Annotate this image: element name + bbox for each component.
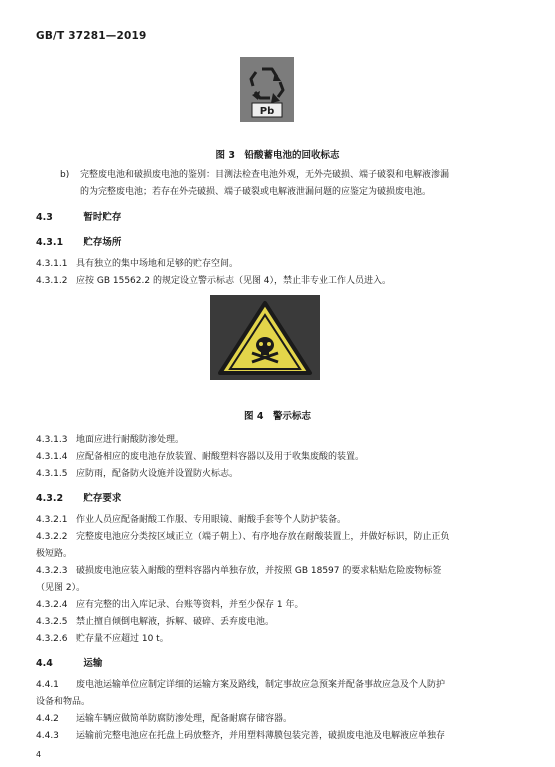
item-text: 应防雨，配备防火设施并设置防火标志。 [76, 469, 239, 479]
section-4-4-title: 运输 [83, 658, 103, 669]
item-4-3-2-2-cont [36, 546, 522, 563]
item-text: （见图 2）。 [36, 583, 86, 593]
item-text: 运输车辆应做简单防腐防渗处理，配备耐腐存储容器。 [76, 714, 293, 724]
figure4-caption: 图 4 警示标志 [244, 411, 311, 422]
item-4-3-1-5 [36, 466, 522, 483]
page-number: 4 [36, 750, 42, 759]
section-4-4-num: 4.4 [36, 658, 53, 669]
item-text: 应配备相应的废电池存放装置、耐酸塑料容器以及用于收集废酸的装置。 [76, 452, 365, 462]
item-4-3-2-3-cont [36, 580, 522, 597]
para-b-marker: b) [60, 170, 70, 180]
item-4-3-1-1 [36, 256, 522, 273]
item-num: 4.3.2.4 [36, 600, 68, 610]
item-text: 运输前完整电池应在托盘上码放整齐，并用塑料薄膜包装完善，破损废电池及电解液应单独存 [76, 731, 446, 741]
para-b-line1: 完整废电池和破损废电池的鉴别：目测法检查电池外观，无外壳破损、端子破裂和电解液渗漏 [80, 170, 450, 180]
standard-code: GB/T 37281—2019 [36, 30, 147, 42]
section-4-3-num: 4.3 [36, 212, 53, 223]
item-text: 完整废电池应分类按区域正立（端子朝上）、有序地存放在耐酸装置上，并做好标识，防止正负 [76, 532, 450, 542]
para-b-line2: 的为完整废电池；若存在外壳破损、端子破裂或电解液泄漏问题的应鉴定为破损废电池。 [80, 187, 432, 197]
item-text: 废电池运输单位应制定详细的运输方案及路线，制定事故应急预案并配备事故应急及个人防护 [76, 680, 446, 690]
section-4-3-2-title: 贮存要求 [83, 493, 122, 504]
item-4-4-1-cont [36, 694, 522, 711]
item-4-4-3 [36, 728, 522, 745]
item-num: 4.4.1 [36, 680, 59, 690]
pb-label: Pb [259, 106, 275, 117]
section-4-3-1-num: 4.3.1 [36, 237, 64, 248]
item-4-3-1-2 [36, 273, 522, 290]
item-text: 应按 GB 15562.2 的规定设立警示标志（见图 4），禁止非专业工作人员进入。 [76, 276, 392, 286]
item-4-3-2-5 [36, 614, 522, 631]
item-4-4-1 [36, 677, 522, 694]
recycle-icon [240, 57, 294, 122]
item-4-3-1-4 [36, 449, 522, 466]
figure3-caption: 图 3 铅酸蓄电池的回收标志 [215, 150, 340, 161]
item-num: 4.3.2.3 [36, 566, 68, 576]
item-text: 具有独立的集中场地和足够的贮存空间。 [76, 259, 239, 269]
section-4-3-title: 暂时贮存 [83, 212, 122, 223]
item-4-3-2-1 [36, 512, 522, 529]
item-num: 4.3.1.5 [36, 469, 68, 479]
item-num: 4.4.2 [36, 714, 59, 724]
item-4-3-2-6 [36, 631, 522, 648]
item-4-3-1-3 [36, 432, 522, 449]
item-text: 地面应进行耐酸防渗处理。 [76, 435, 185, 445]
item-text: 禁止擅自倾倒电解液，拆解、破碎、丢弃废电池。 [76, 617, 275, 627]
item-text: 贮存量不应超过 10 t。 [76, 634, 169, 644]
item-text: 破损废电池应装入耐酸的塑料容器内单独存放，并按照 GB 18597 的要求粘贴危险废物标签 [76, 566, 442, 576]
item-4-3-2-4 [36, 597, 522, 614]
warning-skull-icon [210, 295, 320, 380]
item-text: 作业人员应配备耐酸工作服、专用眼镜、耐酸手套等个人防护装备。 [76, 515, 347, 525]
item-num: 4.3.2.1 [36, 515, 68, 525]
item-4-3-2-2 [36, 529, 522, 546]
item-num: 4.3.1.4 [36, 452, 68, 462]
item-text: 应有完整的出入库记录、台账等资料，并至少保存 1 年。 [76, 600, 304, 610]
item-num: 4.3.1.3 [36, 435, 68, 445]
item-num: 4.4.3 [36, 731, 59, 741]
item-text: 极短路。 [36, 549, 73, 559]
item-num: 4.3.2.5 [36, 617, 68, 627]
item-num: 4.3.1.2 [36, 276, 68, 286]
item-text: 设备和物品。 [36, 697, 91, 707]
item-4-3-2-3 [36, 563, 522, 580]
item-num: 4.3.2.2 [36, 532, 68, 542]
item-num: 4.3.1.1 [36, 259, 68, 269]
item-4-4-2 [36, 711, 522, 728]
item-num: 4.3.2.6 [36, 634, 68, 644]
section-4-3-1-title: 贮存场所 [83, 237, 122, 248]
section-4-3-2-num: 4.3.2 [36, 493, 64, 504]
